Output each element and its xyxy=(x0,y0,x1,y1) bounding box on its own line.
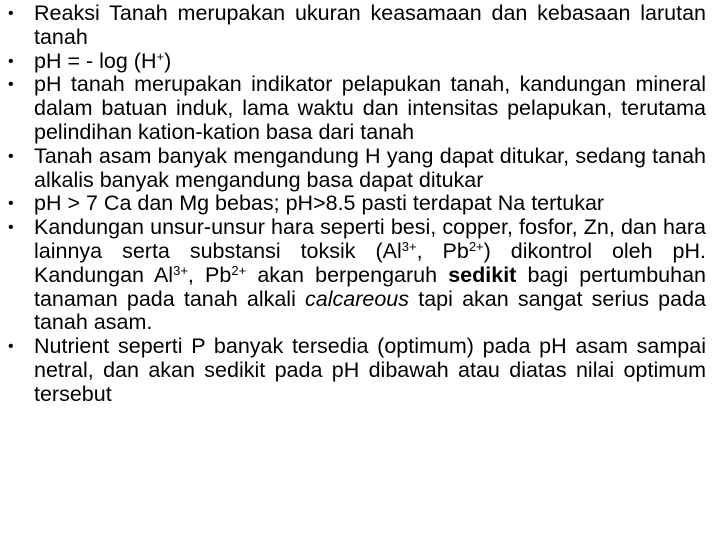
bullet-item xyxy=(8,50,706,74)
bullet-text: ) dikontrol oleh pH. Kandungan Al xyxy=(34,238,706,287)
bullet-text: , Pb xyxy=(416,238,469,263)
bullet-text: pH = - log (H xyxy=(34,48,157,73)
bullet-text: Nutrient seperti P banyak tersedia (optimum) pada pH asam sampai netral, dan akan sedikit pada pH dibawah atau diatas nilai optimum tersebut xyxy=(34,334,706,406)
bullet-item xyxy=(8,145,706,193)
bullet-item xyxy=(8,216,706,335)
bullet-text: bagi pertumbuhan tanaman pada tanah alkali xyxy=(34,262,707,311)
bullet-dot-icon: • xyxy=(8,76,14,94)
bullet-dot-icon: • xyxy=(8,52,14,70)
bullet-text: Reaksi Tanah merupakan ukuran keasamaan dan kebasaan larutan tanah xyxy=(34,1,706,49)
bullet-text: , Pb xyxy=(187,262,232,287)
bullet-text: Tanah asam banyak mengandung H yang dapat ditukar, sedang tanah alkalis banyak mengandung basa dapat ditukar xyxy=(34,143,706,192)
bullet-item xyxy=(8,335,706,406)
bullet-list xyxy=(8,2,706,407)
bullet-text: ) xyxy=(164,48,172,73)
bullet-dot-icon: • xyxy=(8,219,14,237)
bullet-text: tapi akan sangat serius pada tanah asam. xyxy=(34,286,706,335)
superscript: 3+ xyxy=(173,262,188,278)
bullet-item xyxy=(8,192,706,216)
bold-text: sedikit xyxy=(448,262,517,287)
italic-text: calcareous xyxy=(305,286,410,311)
bullet-item xyxy=(8,2,706,50)
bullet-dot-icon: • xyxy=(8,147,14,165)
superscript: + xyxy=(156,48,165,64)
superscript: 2+ xyxy=(231,262,247,278)
bullet-text: akan berpengaruh xyxy=(246,262,449,287)
bullet-dot-icon: • xyxy=(8,338,14,356)
bullet-dot-icon: • xyxy=(8,195,14,213)
bullet-text: pH > 7 Ca dan Mg bebas; pH>8.5 pasti terdapat Na tertukar xyxy=(34,191,605,216)
bullet-item xyxy=(8,73,706,144)
superscript: 3+ xyxy=(401,238,417,254)
bullet-dot-icon: • xyxy=(8,5,14,22)
superscript: 2+ xyxy=(468,238,484,254)
bullet-text: Kandungan unsur-unsur hara seperti besi, copper, fosfor, Zn, dan hara lainnya serta substansi toksik (Al xyxy=(34,215,706,263)
bullet-text: pH tanah merupakan indikator pelapukan tanah, kandungan mineral dalam batuan induk, lama waktu dan intensitas pelapukan, terutama pelindihan kation-kation basa dari tanah xyxy=(34,72,706,144)
